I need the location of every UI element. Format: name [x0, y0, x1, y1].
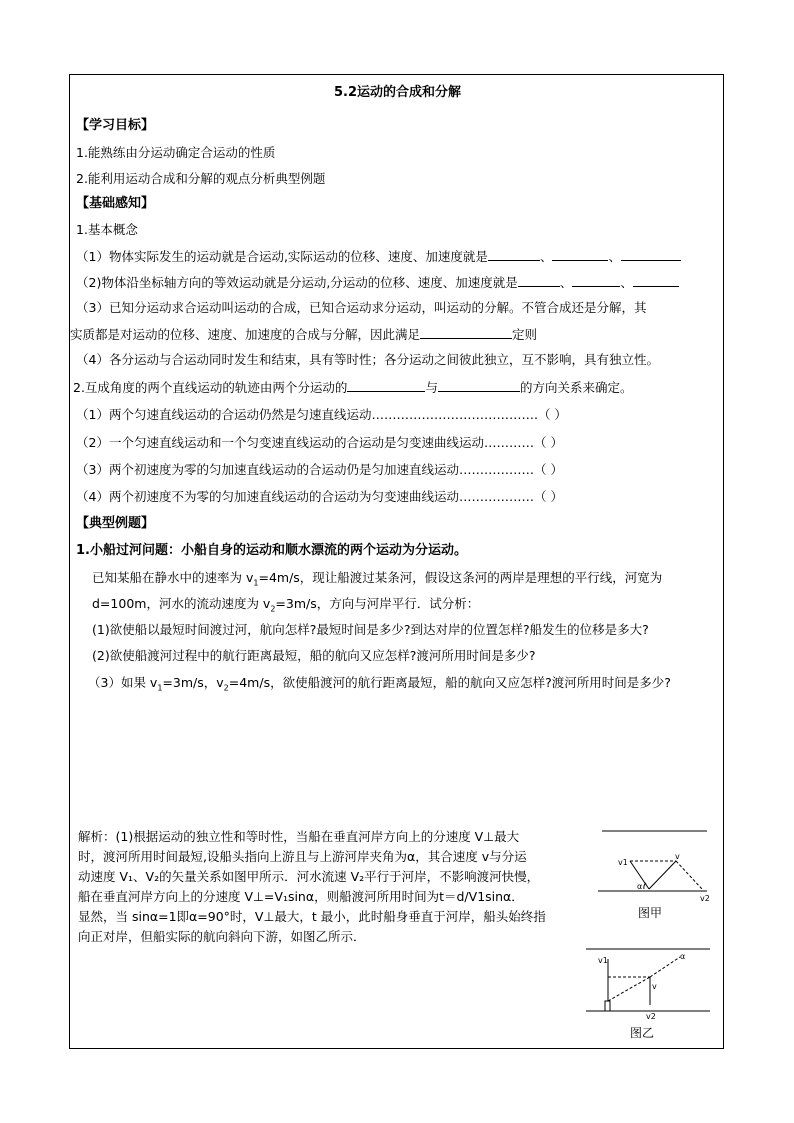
concept-p2: [76, 274, 679, 291]
example-text: =4m/s，欲使船渡河的航行距离最短，船的航向又应怎样?渡河所用时间是多少?: [228, 675, 671, 690]
fill-blank[interactable]: [438, 379, 520, 392]
example-text: =3m/s，方向与河岸平行．试分析：: [275, 596, 480, 611]
label-alpha: α: [680, 952, 686, 961]
analysis-line: 显然，当 sinα=1即α=90°时，V⊥最大，t 最小，此时船身垂直于河岸，船头始终指: [78, 909, 546, 924]
concept-p1: [76, 248, 681, 265]
answer-paren[interactable]: （ ）: [533, 435, 563, 450]
figure-a-caption: 图甲: [638, 906, 663, 920]
subscript: 2: [270, 604, 276, 614]
question-2: [73, 379, 632, 396]
fill-blank[interactable]: [552, 248, 608, 261]
analysis-line: 时，渡河所用时间最短,设船头指向上游且与上游河岸夹角为α，其合速度 v与分运: [78, 849, 527, 864]
vector-v2-dashed: [676, 861, 702, 889]
concept-p3b: [70, 326, 537, 343]
example-1-q2: (2)欲使船渡河过程中的航行距离最短，船的航向又应怎样?渡河所用时间是多少?: [92, 648, 536, 663]
judge-item: [76, 435, 563, 451]
figure-a-diagram: [592, 825, 717, 935]
answer-paren[interactable]: （ ）: [533, 489, 563, 504]
judge-item: [76, 462, 563, 478]
label-v2: v2: [646, 1012, 656, 1021]
separator: 、: [559, 275, 573, 290]
label-v: v: [675, 852, 680, 861]
example-1-line2: [92, 596, 479, 618]
example-text: =4m/s，现让船渡过某条河，假设这条河的两岸是理想的平行线，河宽为: [258, 570, 663, 585]
fill-blank[interactable]: [633, 274, 679, 287]
judge-text: （2）一个匀速直线运动和一个匀变速直线运动的合运动是匀变速曲线运动…………: [76, 435, 534, 450]
label-v2: v2: [700, 894, 710, 903]
example-text: （3）如果 v: [88, 675, 158, 690]
separator: 、: [620, 275, 633, 290]
fill-blank[interactable]: [347, 379, 425, 392]
subscript: 1: [253, 578, 259, 588]
figure-b-caption: 图乙: [630, 1026, 655, 1040]
concept-p2-text: （2)物体沿坐标轴方向的等效运动就是分运动,分运动的位移、速度、加速度就是: [76, 275, 518, 290]
example-text: =3m/s，v: [162, 675, 224, 690]
label-v1: v1: [598, 956, 608, 965]
angle-arc: [644, 883, 646, 889]
judge-item: [76, 407, 567, 423]
fill-blank[interactable]: [572, 274, 620, 287]
section-goals-heading: 【学习目标】: [76, 118, 155, 133]
example-1-q1: (1)欲使船以最短时间渡过河，航向怎样?最短时间是多少?到达对岸的位置怎样?船发生的位移是多大?: [92, 622, 649, 637]
concept-p1-text: （1）物体实际发生的运动就是合运动,实际运动的位移、速度、加速度就是: [76, 249, 488, 264]
label-v1: v1: [618, 858, 628, 867]
goal-item: 2.能利用运动合成和分解的观点分析典型例题: [76, 171, 326, 186]
concept-p3b-end: 定则: [512, 327, 538, 342]
separator: 、: [608, 249, 621, 264]
judge-text: （4）两个初速度不为零的匀加速直线运动的合运动为匀变速曲线运动………………: [76, 489, 534, 504]
analysis-line: 船在垂直河岸方向上的分速度 V⊥=V₁sinα，则船渡河所用时间为t＝d/V1sinα．: [78, 889, 524, 904]
subscript: 1: [157, 683, 163, 693]
analysis-block: [78, 827, 593, 947]
concept-p4: （4）各分运动与合运动同时发生和结束，具有等时性；各分运动之间彼此独立，互不影响，具有独立性。: [76, 352, 659, 367]
question-2-mid: 与: [425, 380, 438, 395]
fill-blank[interactable]: [518, 274, 560, 287]
question-2-end: 的方向关系来确定。: [519, 380, 633, 395]
subscript: 2: [223, 683, 229, 693]
judge-item: [76, 489, 563, 505]
example-1-q3: [88, 675, 671, 697]
example-text: 已知某船在静水中的速率为 v: [92, 570, 254, 585]
separator: 、: [539, 249, 553, 264]
answer-paren[interactable]: （ ）: [533, 462, 563, 477]
analysis-line: 解析：(1)根据运动的独立性和等时性，当船在垂直河岸方向上的分速度 V⊥最大: [78, 829, 520, 844]
analysis-line: 动速度 V₁、V₂的矢量关系如图甲所示．河水流速 V₂平行于河岸，不影响渡河快慢，: [78, 869, 540, 884]
fill-blank[interactable]: [488, 248, 540, 261]
figure-b-diagram: [580, 943, 715, 1043]
vector-v: [649, 861, 676, 889]
example-1-heading: 1.小船过河问题：小船自身的运动和顺水漂流的两个运动为分运动。: [76, 543, 467, 558]
boat-icon: [605, 1001, 610, 1011]
concept-title: 1.基本概念: [76, 222, 138, 237]
question-2-text: 2.互成角度的两个直线运动的轨迹由两个分运动的: [73, 380, 348, 395]
vector-v-dashed: [608, 977, 650, 1001]
concept-p3b-text: 实质都是对运动的位移、速度、加速度的合成与分解，因此满足: [70, 327, 421, 342]
judge-text: （1）两个匀速直线运动的合运动仍然是匀速直线运动…………………………………: [76, 407, 534, 422]
section-examples-heading: 【典型例题】: [76, 516, 155, 531]
fill-blank[interactable]: [621, 248, 681, 261]
judge-text: （3）两个初速度为零的匀加速直线运动的合运动仍是匀加速直线运动………………: [76, 462, 534, 477]
concept-p3a: （3）已知分运动求合运动叫运动的合成，已知合运动求分运动，叫运动的分解。不管合成还是分解，其: [76, 300, 647, 315]
example-text: d=100m，河水的流动速度为 v: [92, 596, 271, 611]
fill-blank[interactable]: [420, 326, 512, 339]
answer-paren[interactable]: .（ ）: [533, 407, 567, 422]
analysis-line: 向正对岸，但船实际的航向斜向下游，如图乙所示．: [78, 929, 366, 944]
page-title: 5.2运动的合成和分解: [333, 85, 462, 100]
example-1-line1: [92, 570, 662, 592]
goal-item: 1.能熟练由分运动确定合运动的性质: [76, 145, 276, 160]
path-extension: [650, 957, 680, 977]
label-alpha: α: [637, 882, 643, 891]
label-v: v: [652, 982, 657, 991]
section-basics-heading: 【基础感知】: [76, 196, 155, 211]
worksheet-frame: [69, 74, 724, 1049]
